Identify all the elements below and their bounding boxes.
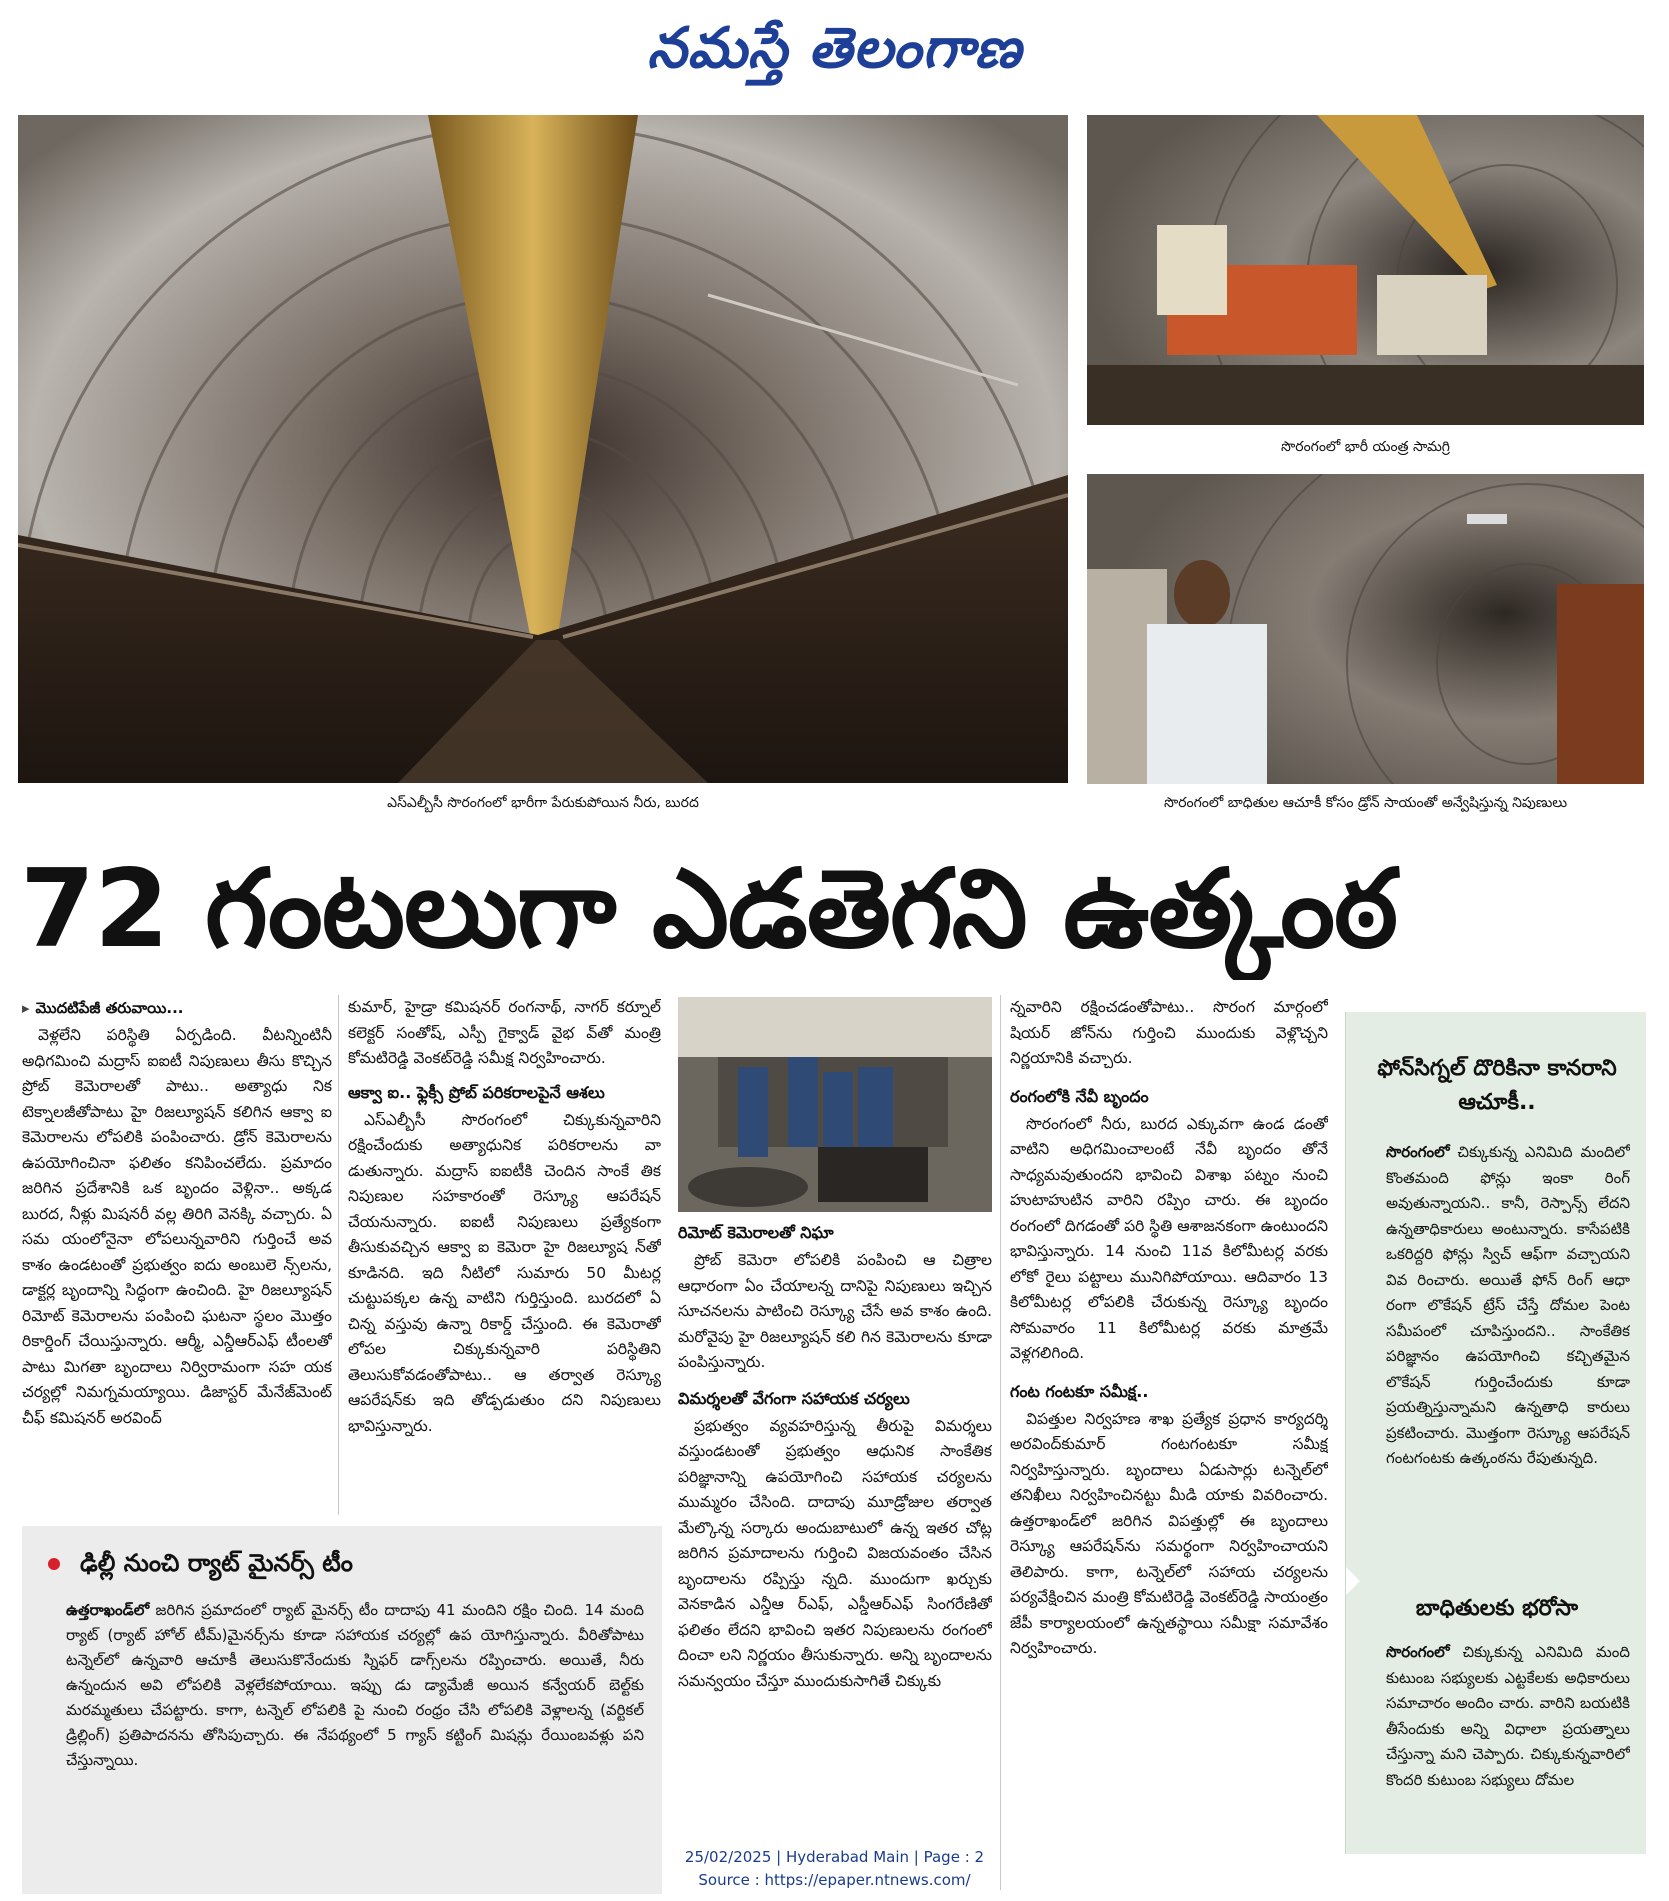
sidebar-heading-1: ఫోన్‌సిగ్నల్ దొరికినా కానరాని ఆచూకీ.. [1377, 1056, 1617, 1115]
rat-miners-title: ఢిల్లీ నుంచి ర్యాట్ మైనర్స్ టీం [80, 1549, 353, 1577]
column-4-body-3: విపత్తుల నిర్వహణ శాఖ ప్రత్యేక ప్రధాన కార్యదర్శి అరవింద్‌కుమార్ గంటగంటకూ సమీక్ష నిర్వహిస్తున్నారు. బృందాలు ఏడుసార్లు టన్నెల్‌లో తనిఖీలు నిర్వహించినట్టు మీడి యాకు వివరించారు. ఉత్తరాఖండ్‌లో జరిగిన విపత్తుల్లో ఈ బృందాలు రెస్క్యూ ఆపరేషన్‌ను సమర్థంగా నిర్వహించాయని తెలిపారు. కాగా, టన్నెల్‌లో సహాయ చర్యలను పర్యవేక్షించిన మంత్రి కోమటిరెడ్డి వెంకట్‌రెడ్డి సాయంత్రం జేపీ కార్యాలయంలో ఉన్నతస్థాయి సమీక్షా సమావేశం నిర్వహించారు. [1010, 1409, 1328, 1657]
sidebar-heading-2: బాధితులకు భరోసా [1415, 1596, 1579, 1621]
column-3-body-1: ప్రోబ్ కెమెరా లోపలికి పంపించి ఆ చిత్రాల ఆధారంగా ఏం చేయాలన్న దానిపై నిపుణులు ఇచ్చిన సూచనలను పాటించి రెస్క్యూ చేసే అవ కాశం ఉంది. మరోవైపు హై రిజల్యూషన్ కలి గిన కెమెరాలను కూడా పంపిస్తున్నారు. [678, 1251, 992, 1371]
footer-date-edition: 25/02/2025 | Hyderabad Main | Page : 2 [684, 1848, 985, 1866]
column-2 [348, 995, 661, 1515]
navy-divers-photo-image [678, 997, 992, 1212]
column-3-subhead-2: విమర్శలతో వేగంగా సహాయక చర్యలు [678, 1388, 910, 1408]
tunnel-photo-drone [1087, 474, 1644, 784]
rat-miners-text: జరిగిన ప్రమాదంలో ర్యాట్ మైనర్స్ టీం దాదాపు 41 మందిని రక్షిం చింది. 14 మంది ర్యాట్ (ర్యాట్ హోల్ టీమ్)మైనర్స్‌ను కూడా సహాయక చర్యల్లో ఉప యోగిస్తున్నారు. వీరితోపాటు టన్నెల్‌లో ఉన్నవారి ఆచూకీ తెలుసుకొనేందుకు స్నిఫర్ డాగ్స్‌లను రప్పించారు. అయితే, నీరు ఉన్నందున అవి లోపలికి వెళ్లలేకపోయాయి. ఇప్పు డు డ్యామేజీ అయిన కన్వేయర్ బెల్ట్‌కు మరమ్మతులు చేపట్టారు. కాగా, టన్నెల్ లోపలికి పై నుంచి రంధ్రం చేసి లోపలికి వెళ్లాలన్న (వర్టికల్ డ్రిల్లింగ్) ప్రతిపాదనను తోసిపుచ్చారు. ఈ నేపథ్యంలో 5 గ్యాస్ కట్టింగ్ మిషన్లు రేయింబవళ్లు పని చేస్తున్నాయి. [66, 1601, 644, 1769]
rat-miners-lead: ఉత్తరాఖండ్‌లో [66, 1601, 150, 1619]
sidebar-lead-1: సొరంగంలో [1386, 1143, 1450, 1161]
sidebar-body-1 [1386, 1140, 1630, 1570]
sidebar-text-2: చిక్కుకున్న ఎనిమిది మంది కుటుంబ సభ్యులకు ఎట్టకేలకు అధికారులు సమాచారం అందిం చారు. వారిని బయటికి తీసేందుకు అన్ని విధాలా ప్రయత్నాలు చేస్తున్నా మని చెప్పారు. చిక్కుకున్నవారిలో కొందరి కుటుంబ సభ్యులు దోమల [1386, 1643, 1630, 1789]
caption-main-photo: ఎస్ఎల్బీసీ సొరంగంలో భారీగా పేరుకుపోయిన నీరు, బురద [387, 795, 699, 811]
continuation-label [22, 995, 332, 1021]
sidebar-arrow-icon [1346, 1567, 1360, 1595]
footer-source: Source : https://epaper.ntnews.com/ [698, 1871, 971, 1889]
tunnel-photo-main [18, 115, 1068, 783]
rat-miners-box [22, 1526, 662, 1894]
caption-drone: సొరంగంలో బాధితుల ఆచూకీ కోసం డ్రోన్ సాయంతో అన్వేషిస్తున్న నిపుణులు [1163, 795, 1568, 811]
column-4-body-1: న్నవారిని రక్షించడంతోపాటు.. సొరంగ మార్గంలో షియర్ జోన్‌ను గుర్తించి ముందుకు వెళ్లొచ్చని నిర్ణయానికి వచ్చారు. [1010, 998, 1328, 1067]
continuation-text: మొదటిపేజీ తరువాయి... [35, 999, 184, 1017]
column-3-body-2: ప్రభుత్వం వ్యవహరిస్తున్న తీరుపై విమర్శలు వస్తుండటంతో ప్రభుత్వం ఆధునిక సాంకేతిక పరిజ్ఞానాన్ని ఉపయోగించి సహాయక చర్యలను ముమ్మరం చేసింది. దాదాపు మూడ్రోజుల తర్వాత మేల్కొన్న సర్కారు అందుబాటులో ఉన్న ఇతర చోట్ల జరిగిన ప్రమాదాలను గుర్తించి విజయవంతం చేసిన బృందాలను రప్పిస్తు న్నది. ముందుగా ఖర్చుకు వెనకాడిన ఎన్డీఆ ర్ఎఫ్, ఎస్డీఆర్ఎఫ్ సింగరేణితో ఫలితం లేదని భావించి ఇతర నిపుణులను రంగంలో దించా లని నిర్ణయం తీసుకున్నారు. అన్ని బృందాలను సమన్వయం చేస్తూ ముందుకుసాగితే చిక్కుకు [678, 1416, 992, 1690]
column-4-subhead-1: రంగంలోకి నేవీ బృందం [1010, 1086, 1149, 1106]
column-4-body-2: సొరంగంలో నీరు, బురద ఎక్కువగా ఉండ డంతో వాటిని అధిగమించాలంటే నేవీ బృందం తోనే సాధ్యమవుతుందని భావించి విశాఖ పట్నం నుంచి హుటాహుటిన వారిని రప్పిం చారు. ఈ బృందం రంగంలో దిగడంతో పరి స్థితి ఆశాజనకంగా ఉంటుందని భావిస్తున్నారు. 14 నుంచి 11వ కిలోమీటర్ల వరకు లోకో రైలు పట్టాలు మునిగిపోయాయి. ఆదివారం 13 కిలోమీటర్ల లోపలికి చేరుకున్న రెస్క్యూ బృందం సోమవారం 11 కిలోమీటర్ల వరకు మాత్రమే వెళ్లగలిగింది. [1010, 1114, 1328, 1362]
column-2-body-2: ఎస్ఎల్బీసీ సొరంగంలో చిక్కుకున్నవారిని రక్షించేందుకు అత్యాధునిక పరికరాలను వా డుతున్నారు. మద్రాస్ ఐఐటీకి చెందిన సాంకే తిక నిపుణుల సహకారంతో రెస్క్యూ ఆపరేషన్ చేయనున్నారు. ఐఐటీ నిపుణులు ప్రత్యేకంగా తీసుకువచ్చిన ఆక్వా ఐ కెమెరా హై రిజల్యూష న్‌తో కూడినది. ఇది నీటిలో సుమారు 50 మీటర్ల చుట్టుపక్కల ఉన్న వాటిని గుర్తిస్తుంది. బురదలో ఏ చిన్న వస్తువు ఉన్నా రికార్డ్ చేస్తుంది. ఈ కెమెరాతో లోపల చిక్కుకున్నవారి పరిస్థితిని తెలుసుకోవడంతోపాటు.. ఆ తర్వాత రెస్క్యూ ఆపరేషన్‌కు ఇది తోడ్పడుతుం దని నిపుణులు భావిస్తున్నారు. [348, 1110, 661, 1435]
continuation-triangle-icon: ▸ [22, 999, 30, 1017]
column-4 [1010, 995, 1328, 1890]
rat-miners-title-row [48, 1546, 648, 1580]
column-3 [678, 1218, 992, 1894]
column-1 [22, 1023, 332, 1515]
sidebar-lead-2: సొరంగంలో [1386, 1643, 1450, 1661]
headline: 72 గంటలుగా ఎడతెగని ఉత్కంఠ [20, 847, 1398, 972]
sidebar-text-1: చిక్కుకున్న ఎనిమిది మందిలో కొంతమంది ఫోన్లు ఇంకా రింగ్ అవుతున్నాయని.. కానీ, రెస్పాన్స్ లేదని ఉన్నతాధికారులు అంటున్నారు. కాసేపటికి ఒకరిద్దరి ఫోన్లు స్విచ్ ఆఫ్‌గా వచ్చాయని వివ రించారు. అయితే ఫోన్ రింగ్ ఆధా రంగా లొకేషన్ ట్రేస్ చేస్తే దోమల పెంట సమీపంలో చూపిస్తుందని.. సాంకేతిక పరిజ్ఞానం ఉపయోగించి కచ్చితమైన లొకేషన్ గుర్తించేందుకు కూడా ప్రయత్నిస్తున్నామని ఉన్నతాధి కారులు ప్రకటించారు. మొత్తంగా రెస్క్యూ ఆపరేషన్ గంటగంటకు ఉత్కంఠను రేపుతున్నది. [1386, 1143, 1630, 1467]
rat-miners-body [66, 1598, 644, 1888]
column-divider [1000, 995, 1001, 1890]
column-4-subhead-2: గంట గంటకూ సమీక్ష.. [1010, 1381, 1149, 1401]
tunnel-photo-machinery [1087, 115, 1644, 425]
caption-machinery: సొరంగంలో భారీ యంత్ర సామగ్రి [1281, 439, 1450, 455]
sidebar-box [1345, 1012, 1646, 1854]
column-2-body-1: కుమార్, హైడ్రా కమిషనర్ రంగనాథ్, నాగర్ కర్నూల్ కలెక్టర్ సంతోష్, ఎస్పీ గైక్వాడ్ వైభ వ్‌తో మంత్రి కోమటిరెడ్డి వెంకట్‌రెడ్డి సమీక్ష నిర్వహించారు. [348, 998, 661, 1067]
red-bullet-icon [48, 1558, 60, 1570]
column-3-subhead-1: రిమోట్ కెమెరాలతో నిఘా [678, 1223, 834, 1242]
sidebar-body-2 [1386, 1640, 1630, 1850]
masthead: నమస్తే తెలంగాణ [647, 15, 1022, 81]
column-1-body: వెళ్లలేని పరిస్థితి ఏర్పడింది. వీటన్నింటినీ అధిగమించి మద్రాస్ ఐఐటీ నిపుణులు తీసు కొచ్చిన ప్రోబ్ కెమెరాలతో పాటు.. అత్యాధు నిక టెక్నాలజీతోపాటు హై రిజల్యూషన్ కలిగిన ఆక్వా ఐ కెమెరాలను లోపలికి పంపించారు. డ్రోన్ కెమెరాలను ఉపయోగించినా ఫలితం కనిపించలేదు. ప్రమాదం జరిగిన ప్రదేశానికి ఒక బృందం వెళ్లినా.. అక్కడ బురద, నీళ్లు మిషనరీ వల్ల తిరిగి వెనక్కి వచ్చారు. ఏ సమ యంలోనైనా లోపలున్నవారిని గుర్తించే అవ కాశం ఉండటంతో ప్రభుత్వం ఐదు అంబులె న్స్‌లను, డాక్టర్ల బృందాన్ని సిద్ధంగా ఉంచింది. హై రిజల్యూషన్ రిమోట్ కెమెరాలను పంపించి ఘటనా స్థలం మొత్తం రికార్డింగ్ చేయిస్తున్నారు. ఆర్మీ, ఎన్డీఆర్ఎఫ్ టీంలతో పాటు మిగతా బృందాలు నిర్విరామంగా సహ యక చర్యల్లో నిమగ్నమయ్యాయి. డిజాస్టర్ మేనేజ్‌మెంట్ చీఫ్ కమిషనర్ అరవింద్ [22, 1026, 332, 1427]
column-2-subhead: ఆక్వా ఐ.. ఫ్లెక్సీ ప్రోబ్ పరికరాలపైనే ఆశలు [348, 1082, 605, 1102]
column-divider [338, 995, 339, 1515]
